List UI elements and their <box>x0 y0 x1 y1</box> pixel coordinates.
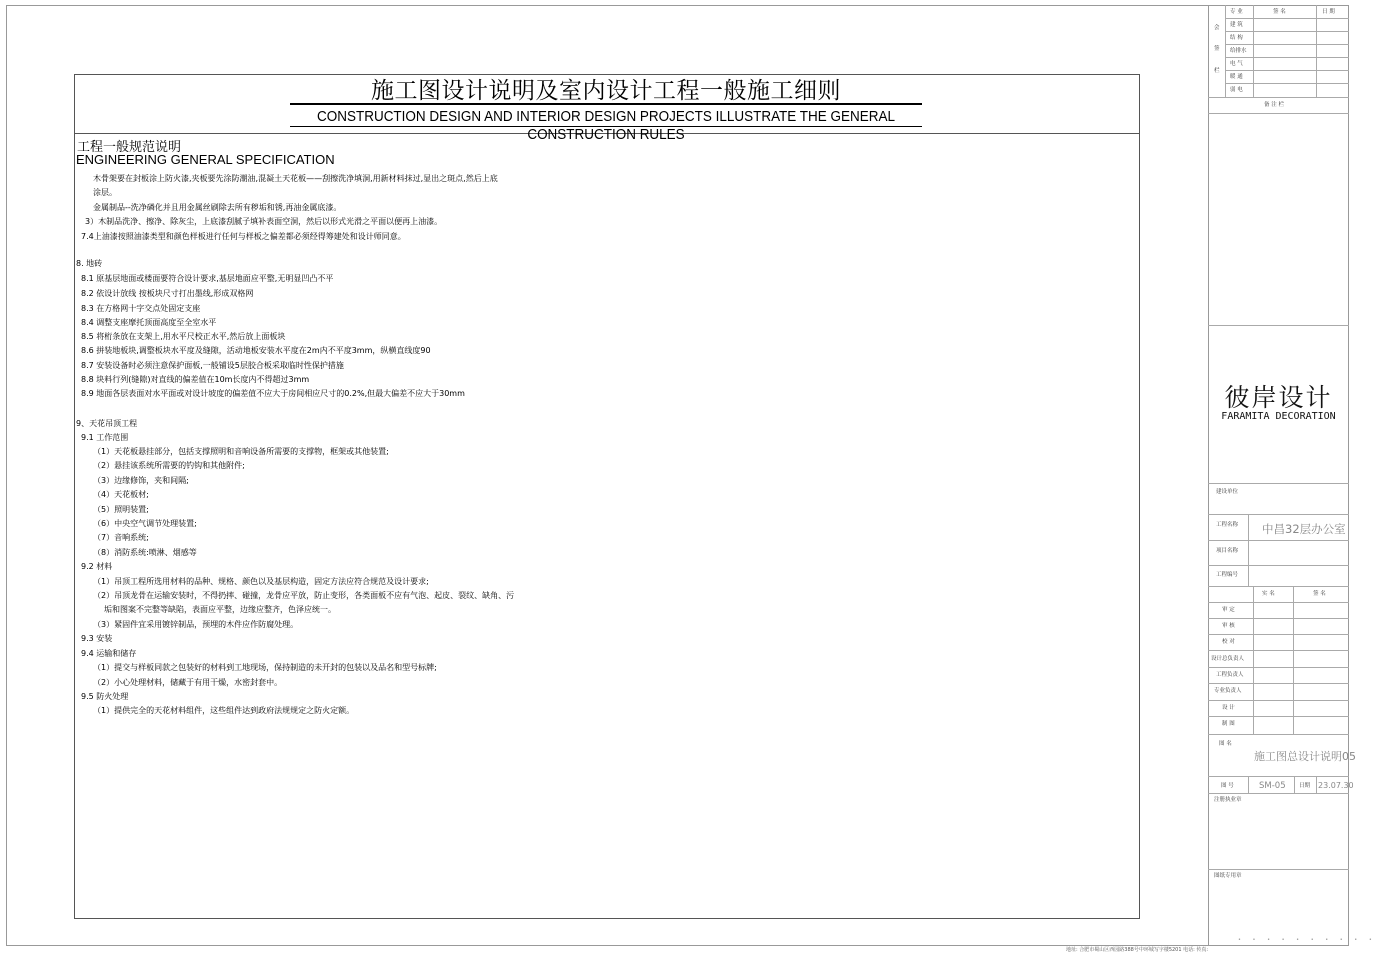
side-label: 栏 <box>1214 68 1220 74</box>
date-value: 23.07.30 <box>1318 781 1354 790</box>
spec-line: （2）吊顶龙骨在运输安装时，不得扔摔、碰撞，龙骨应平放，防止变形，各类面板不应有气泡、起皮、裂纹、缺角、污 <box>93 591 515 600</box>
spec-line: 金属制品--洗净磷化并且用金属丝刷除去所有秽垢和锈,再油金属底漆。 <box>93 203 342 212</box>
spec-line: 8.3 在方格网十字交点处固定支座 <box>81 304 201 313</box>
role-label: 设计总负责人 <box>1211 656 1245 662</box>
spec-line: 8.6 拼装地板块,调整板块水平度及缝隙，活动地板安装水平度在2m内不平度3mm，纵横直线度90 <box>81 346 431 355</box>
role-label: 设 计 <box>1222 705 1235 711</box>
hdr-sign: 签 名 <box>1273 9 1286 15</box>
spec-line: （3）边缘修饰，夹和间隔; <box>93 476 189 485</box>
spec-line: 9.3 安装 <box>81 634 113 643</box>
spec-line: （1）天花板悬挂部分，包括支撑照明和音响设备所需要的支撑物，框架或其他装置; <box>93 447 389 456</box>
title-underline-2 <box>290 126 922 127</box>
spec-line: 9.4 运输和储存 <box>81 649 137 658</box>
company-logo-cn: 彼岸设计 <box>1224 383 1333 412</box>
project-name-label: 工程名称 <box>1216 522 1239 528</box>
spec-line: 木骨架要在封板涂上防火漆,夹板要先涂防潮油,混凝土天花板——刮擦洗净填洞,用新材料抹过,显出之斑点,然后上底 <box>93 174 498 183</box>
hdr-specialty: 专 业 <box>1230 9 1243 15</box>
discipline-label: 结 构 <box>1230 35 1243 41</box>
spec-line: （8）消防系统:喷淋、烟感等 <box>93 548 197 557</box>
drawing-name-label: 图 名 <box>1219 741 1232 747</box>
role-label: 工程负责人 <box>1216 672 1244 678</box>
project-no-label: 工程编号 <box>1216 572 1239 578</box>
license-seal-label: 注册执业章 <box>1214 797 1242 803</box>
title-block-footer-dots: • • • • • • • • • • <box>1238 937 1377 943</box>
spec-line: 涂层。 <box>93 188 117 197</box>
spec-line: 8.1 原基层地面或楼面要符合设计要求,基层地面应平整,无明显凹凸不平 <box>81 274 334 283</box>
spec-line: （4）天花板材; <box>93 490 149 499</box>
spec-line: （1）吊顶工程所选用材料的品种、规格、颜色以及基层构造，固定方法应符合规范及设计要求; <box>93 577 429 586</box>
spec-line: （7）音响系统; <box>93 533 149 542</box>
spec-line: （1）提交与样板同款之包装好的材料到工地现场，保持制造的未开封的包装以及品名和型号标牌; <box>93 663 437 672</box>
drawing-no-value: SM-05 <box>1259 781 1286 791</box>
hdr-real-name: 实 名 <box>1262 591 1275 597</box>
company-footer: 地址: 合肥市蜀山区西园路388号中环城写字楼5201 电话: 传真: <box>1066 947 1209 953</box>
company-logo-en: FARAMITA DECORATION <box>1221 411 1336 422</box>
page-title-en: CONSTRUCTION DESIGN AND INTERIOR DESIGN PROJECTS ILLUSTRATE THE GENERAL CONSTRUCTION RULES <box>317 109 895 143</box>
spec-line: 9、天花吊顶工程 <box>76 419 138 428</box>
client-label: 建设单位 <box>1216 489 1239 495</box>
role-label: 审 定 <box>1222 607 1235 613</box>
side-label: 会 <box>1214 25 1220 31</box>
discipline-label: 暖 通 <box>1230 74 1243 80</box>
side-label: 签 <box>1214 46 1220 52</box>
item-name-label: 项目名称 <box>1216 548 1239 554</box>
content-frame <box>74 74 1140 919</box>
spec-line: （2）小心处理材料，储藏于有用干燥，水密封套中。 <box>93 678 283 687</box>
role-label: 审 核 <box>1222 623 1235 629</box>
title-underline <box>290 103 922 105</box>
discipline-label: 给排水 <box>1230 48 1247 54</box>
spec-line: 8.4 调整支座摩托顶面高度至全室水平 <box>81 318 217 327</box>
spec-line: 8. 地砖 <box>76 259 103 268</box>
section-heading-cn: 工程一般规范说明 <box>77 140 182 155</box>
drawing-name-value: 施工图总设计说明05 <box>1254 750 1356 763</box>
spec-line: 8.5 将桁条放在支架上,用水平尺校正水平,然后放上面板块 <box>81 332 286 341</box>
spec-line: （5）照明装置; <box>93 505 149 514</box>
section-heading-en: ENGINEERING GENERAL SPECIFICATION <box>76 152 335 167</box>
remarks-label: 备 注 栏 <box>1264 102 1284 108</box>
spec-line: 8.2 依设计放线 按板块尺寸打出墨线,形成双格网 <box>81 289 254 298</box>
drawing-seal-label: 图纸专用章 <box>1214 873 1242 879</box>
hdr-signature: 签 名 <box>1313 591 1326 597</box>
project-name-value: 中昌32层办公室 <box>1262 522 1346 536</box>
date-label: 日期 <box>1299 783 1311 789</box>
spec-line: 9.1 工作范围 <box>81 433 129 442</box>
page-title-cn: 施工图设计说明及室内设计工程一般施工细则 <box>371 78 841 104</box>
spec-line: （3）紧固件宜采用镀锌制品，预埋的木件应作防腐处理。 <box>93 620 299 629</box>
spec-line: 9.5 防火处理 <box>81 692 129 701</box>
spec-line: （1）提供完全的天花材料组件，这些组件达到政府法规规定之防火定额。 <box>93 706 355 715</box>
spec-line: （6）中央空气调节处理装置; <box>93 519 197 528</box>
hdr-date: 日 期 <box>1322 9 1335 15</box>
spec-line: 8.8 块料行列(缝隙)对直线的偏差值在10m长度内不得超过3mm <box>81 375 310 384</box>
spec-line: 3）木制品洗净、擦净、除灰尘，上底漆刮腻子填补表面空洞，然后以形式光滑之平面以便再上油漆。 <box>85 217 443 226</box>
spec-line: 8.7 安装设备时必须注意保护面板,一般铺设5层胶合板采取临时性保护措施 <box>81 361 344 370</box>
discipline-label: 弱 电 <box>1230 87 1243 93</box>
drawing-no-label: 图 号 <box>1221 783 1234 789</box>
role-label: 专业负责人 <box>1214 688 1242 694</box>
spec-line: （2）悬挂该系统所需要的钓钩和其他附件; <box>93 461 245 470</box>
spec-line: 垢和图案不完整等缺陷，表面应平整，边缘应整齐，色泽应统一。 <box>104 605 336 614</box>
role-label: 校 对 <box>1222 639 1235 645</box>
spec-line: 8.9 地面各层表面对水平面或对设计坡度的偏差值不应大于房间相应尺寸的0.2%,但最大偏差不应大于30mm <box>81 389 465 398</box>
spec-line: 9.2 材料 <box>81 562 113 571</box>
discipline-label: 电 气 <box>1230 61 1243 67</box>
title-block <box>1208 5 1349 946</box>
role-label: 制 图 <box>1222 721 1235 727</box>
spec-line: 7.4上油漆按照油漆类型和颜色样板进行任何与样板之偏差都必须经得筹建处和设计师同意。 <box>81 232 406 241</box>
discipline-label: 建 筑 <box>1230 22 1243 28</box>
